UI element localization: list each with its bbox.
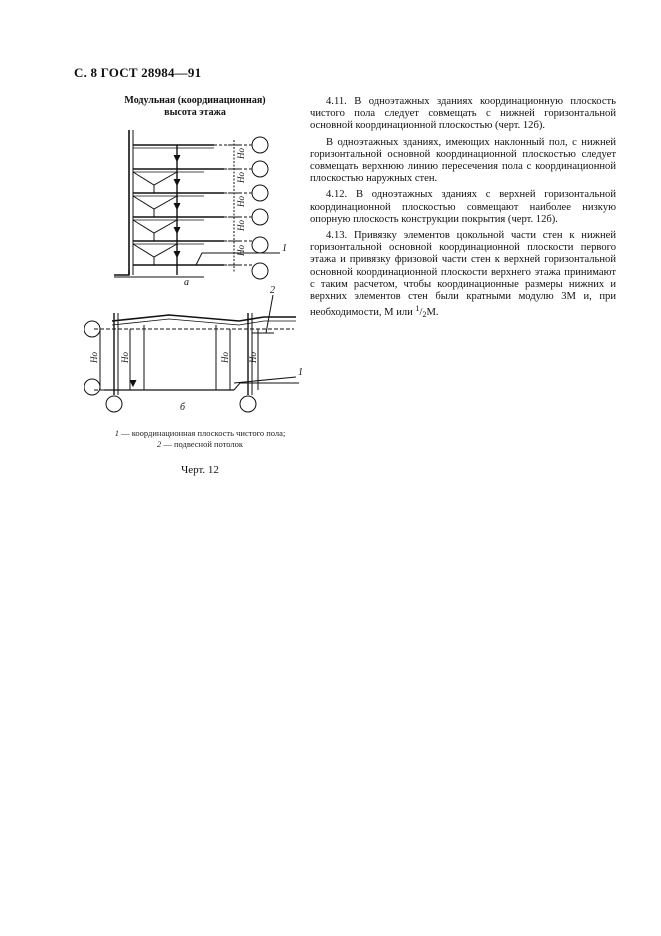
dimension-label: Hо xyxy=(220,352,230,363)
paragraph: В одноэтажных зданиях, имеющих наклонный пол, с нижней горизонтальной основной координационной плоскостью следует совмещать верхнюю линию пересечения пола с координационной плоскостью наружных стен. xyxy=(310,136,616,185)
axis-circle xyxy=(252,185,268,201)
axis-circle xyxy=(84,379,100,395)
fraction-numerator: 1 xyxy=(415,304,420,314)
dimension-label: Hо xyxy=(236,148,246,159)
axis-circle xyxy=(106,396,122,412)
axis-circle xyxy=(252,137,268,153)
body-text xyxy=(310,96,616,325)
dimension-label: Hо xyxy=(236,196,246,207)
legend-number: 2 xyxy=(156,439,162,449)
axis-circle xyxy=(252,263,268,279)
axis-circle xyxy=(252,161,268,177)
axis-circle xyxy=(240,396,256,412)
figure-title xyxy=(110,95,280,119)
dimension-label: Hо xyxy=(236,220,246,231)
section-drawing xyxy=(84,125,316,425)
dimension-label: Hо xyxy=(120,352,130,363)
dimension-label: Hо xyxy=(248,352,258,363)
axis-circle xyxy=(252,209,268,225)
axis-circle xyxy=(252,237,268,253)
figure-title-line1: Модульная (координационная) xyxy=(124,95,266,106)
callout-2: 2 xyxy=(270,285,275,296)
callout-1-a: 1 xyxy=(282,243,287,254)
paragraph-text: 4.13. Привязку элементов цокольной части стен к нижней горизонтальной основной координационной плоскости первого этажа и привязку фризовой части стен к верхней горизонтальной основной координационной плоскости верхнего этажа принимают с таким расчетом, чтобы координационные размеры нижних и верхних элементов стен были кратными модулю 3М и, при необходимости, М или xyxy=(310,230,616,319)
dimension-label: Hо xyxy=(236,172,246,183)
figure-caption: Черт. 12 xyxy=(181,464,219,476)
figure-title-line2: высота этажа xyxy=(164,107,226,118)
legend-item: — подвесной потолок xyxy=(161,439,244,449)
label-a: а xyxy=(184,277,189,288)
dimension-label: Hо xyxy=(89,352,99,363)
legend-item: — координационная плоскость чистого пола; xyxy=(118,428,286,438)
callout-1-b: 1 xyxy=(298,367,303,378)
paragraph-end: М. xyxy=(426,307,439,319)
label-b: б xyxy=(180,402,186,413)
legend-number: 1 xyxy=(114,428,119,438)
paragraph: 4.12. В одноэтажных зданиях с верхней горизонтальной координационной плоскостью совмещают наиболее низкую опорную плоскость конструкции покрытия (черт. 12б). xyxy=(310,189,616,225)
dimension-label: Hо xyxy=(236,245,246,256)
paragraph xyxy=(310,230,616,321)
drawing-a xyxy=(114,130,280,279)
fraction-separator: / xyxy=(419,307,423,319)
paragraph: 4.11. В одноэтажных зданиях координационную плоскость чистого пола следует совмещать с нижней горизонтальной основной координационной плоскостью (черт. 12б). xyxy=(310,96,616,132)
figure-legend xyxy=(84,428,316,450)
drawing-b xyxy=(84,295,299,412)
page-header: С. 8 ГОСТ 28984—91 xyxy=(74,65,202,80)
fraction-denominator: 2 xyxy=(422,310,427,320)
